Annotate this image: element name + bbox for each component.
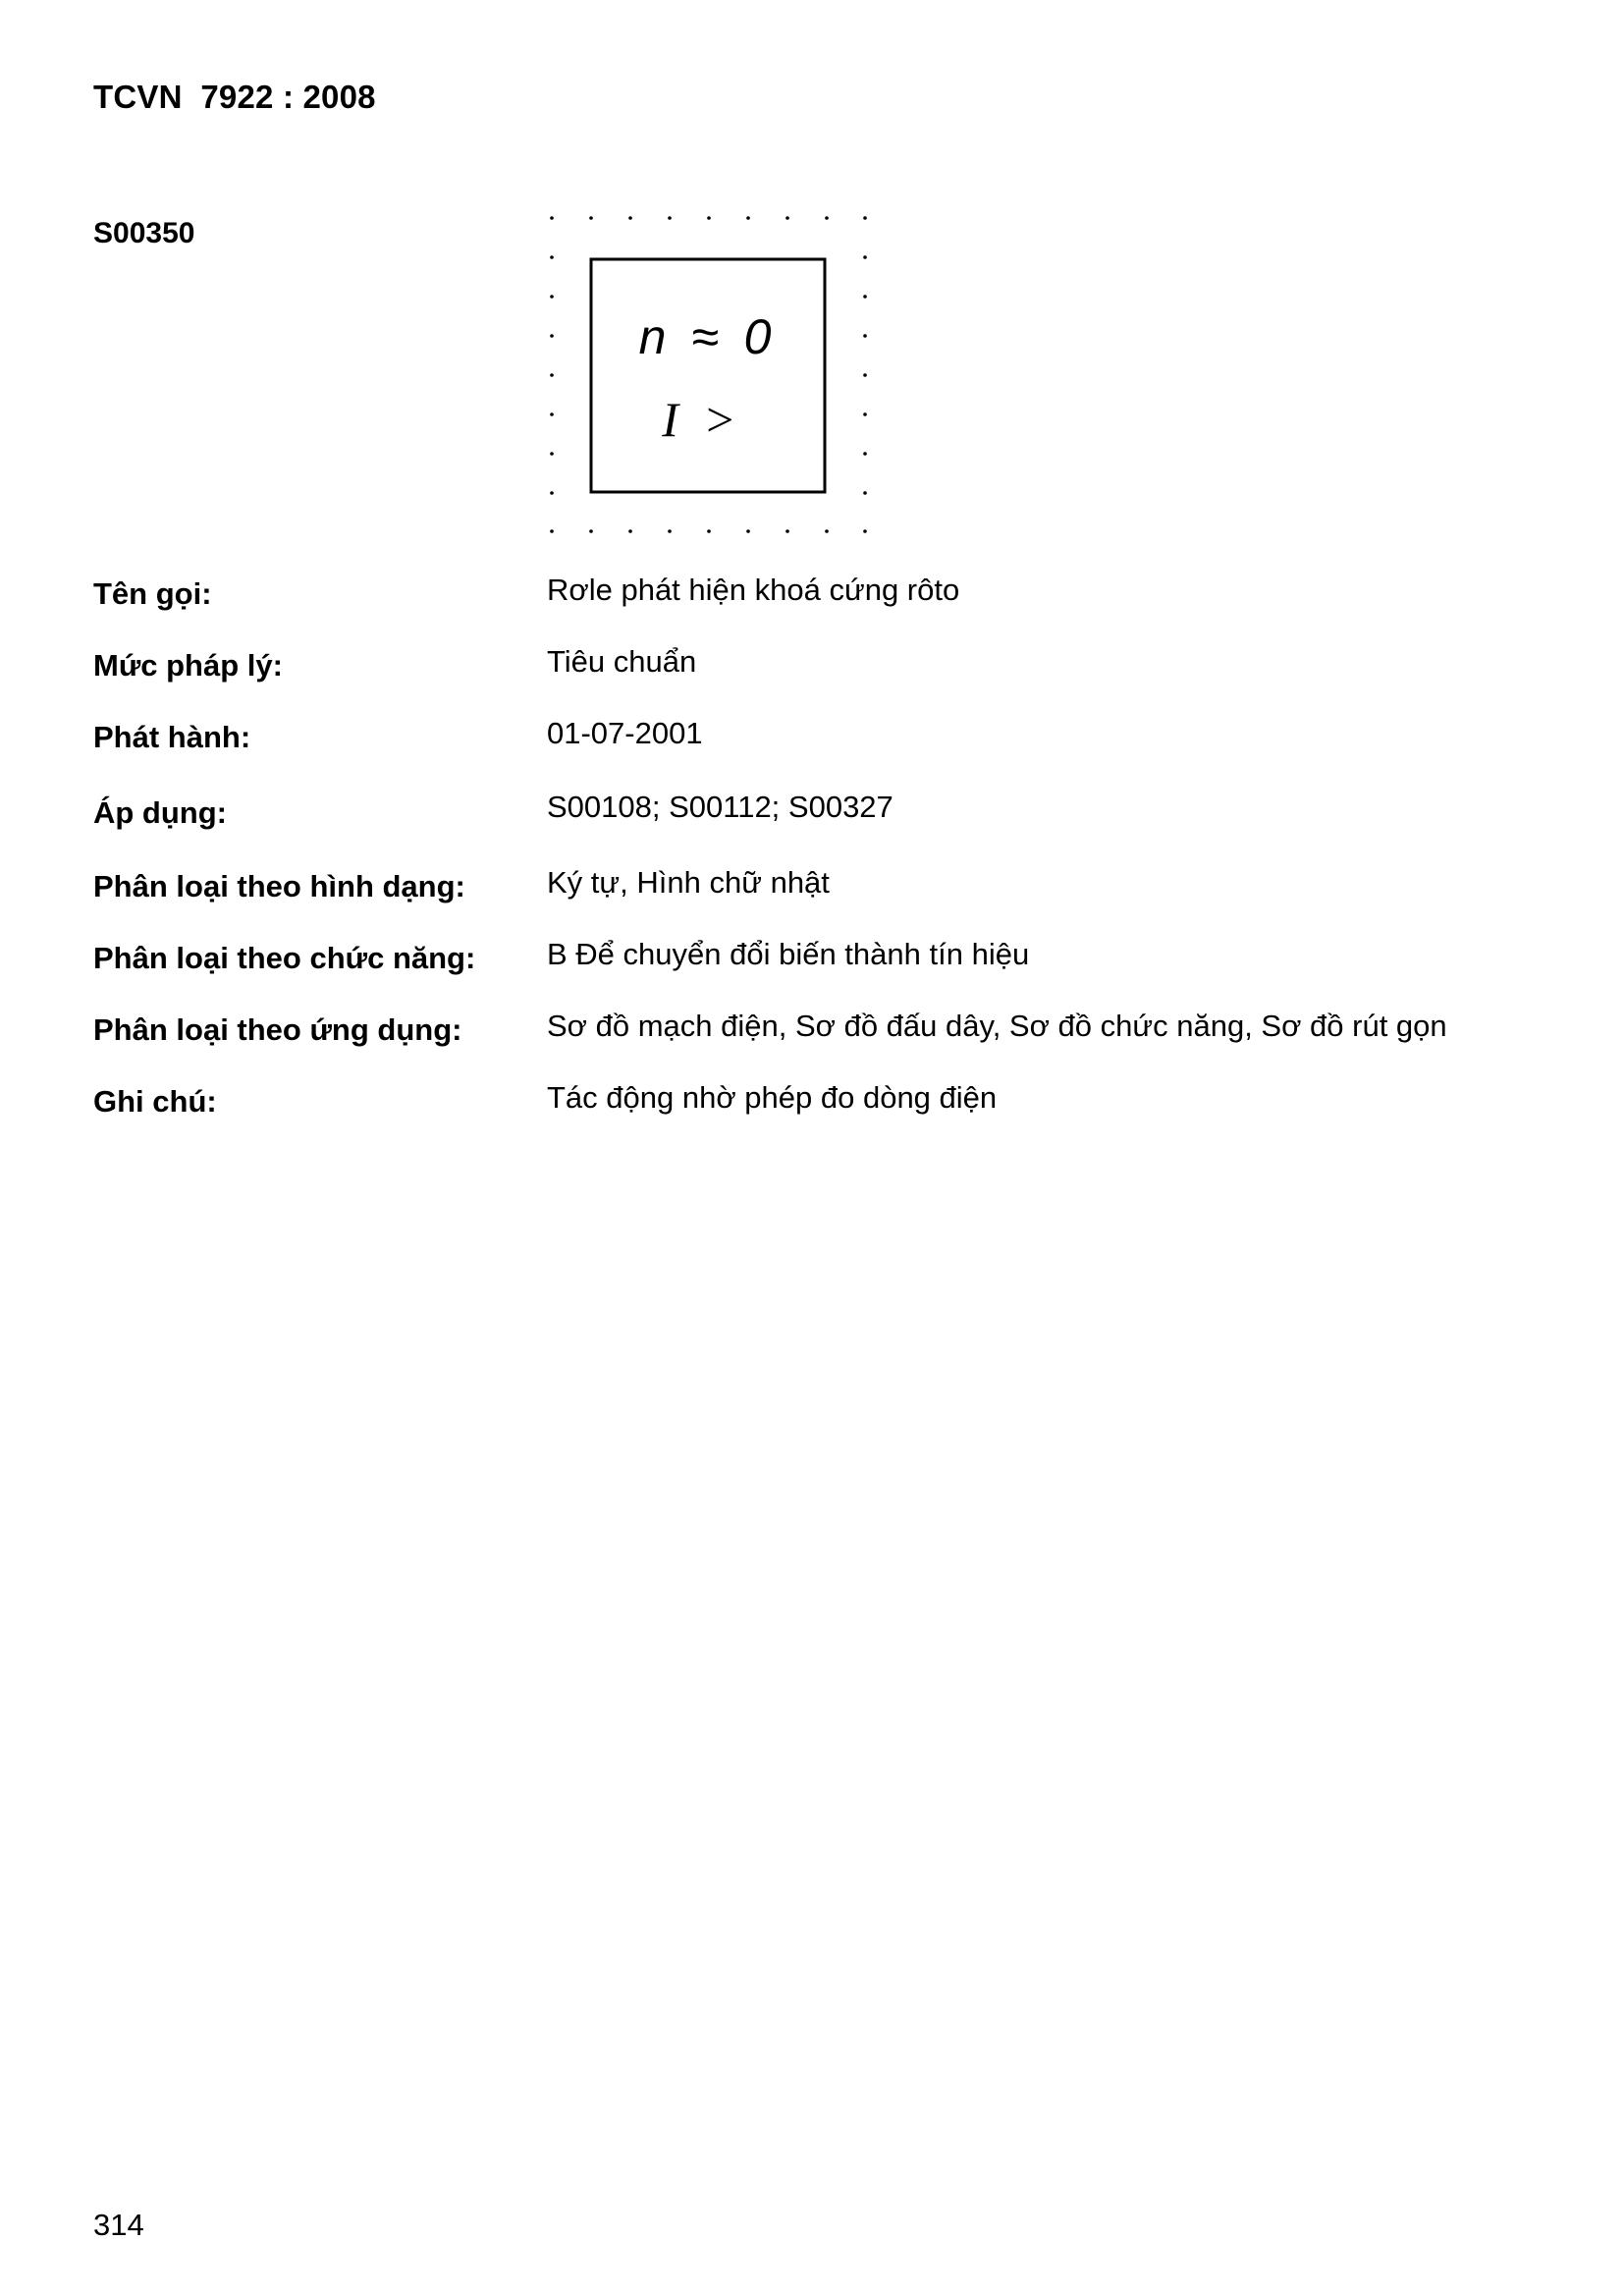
symbol-grid-dot xyxy=(628,216,632,220)
symbol-text-speed-zero: n ≈ 0 xyxy=(638,309,778,364)
symbol-grid-dot xyxy=(550,491,554,495)
symbol-grid-dot xyxy=(589,216,593,220)
field-row-shape-class xyxy=(93,865,1566,912)
symbol-code: S00350 xyxy=(93,217,195,249)
symbol-grid-dot xyxy=(746,216,750,220)
symbol-grid-dot xyxy=(550,452,554,456)
field-row-issued xyxy=(93,716,1566,763)
symbol-grid-dot xyxy=(550,255,554,259)
field-row-note xyxy=(93,1080,1566,1127)
field-label: Phân loại theo hình dạng: xyxy=(93,869,465,903)
field-row-name xyxy=(93,573,1566,620)
field-value: 01-07-2001 xyxy=(547,716,703,750)
field-label: Ghi chú: xyxy=(93,1084,217,1119)
field-label: Phân loại theo chức năng: xyxy=(93,941,476,975)
field-label: Phát hành: xyxy=(93,720,251,754)
field-label: Phân loại theo ứng dụng: xyxy=(93,1012,462,1047)
page-number: 314 xyxy=(93,2208,144,2242)
symbol-grid-dot xyxy=(863,216,867,220)
symbol-grid-dot xyxy=(746,529,750,533)
symbol-grid-dot xyxy=(825,529,829,533)
symbol-grid-dot xyxy=(785,216,789,220)
symbol-grid-dot xyxy=(863,334,867,338)
symbol-dot-grid xyxy=(550,216,867,533)
field-value: Sơ đồ mạch điện, Sơ đồ đấu dây, Sơ đồ chức năng, Sơ đồ rút gọn xyxy=(547,1009,1447,1043)
field-label: Mức pháp lý: xyxy=(93,648,283,683)
symbol-rectangle-outline xyxy=(591,259,825,492)
symbol-grid-dot xyxy=(550,529,554,533)
field-value: Tiêu chuẩn xyxy=(547,644,697,679)
field-row-applies xyxy=(93,790,1566,839)
field-value: Tác động nhờ phép đo dòng điện xyxy=(547,1080,998,1115)
symbol-grid-dot xyxy=(589,529,593,533)
field-label: Tên gọi: xyxy=(93,576,212,611)
symbol-grid-dot xyxy=(863,412,867,416)
symbol-grid-dot xyxy=(550,412,554,416)
symbol-text-overcurrent: I > xyxy=(662,392,736,447)
symbol-grid-dot xyxy=(863,452,867,456)
field-row-function-class xyxy=(93,937,1566,984)
field-label: Áp dụng: xyxy=(93,795,228,830)
symbol-grid-dot xyxy=(668,529,672,533)
symbol-grid-dot xyxy=(863,255,867,259)
symbol-grid-dot xyxy=(628,529,632,533)
symbol-grid-dot xyxy=(550,295,554,299)
field-value: Rơle phát hiện khoá cứng rôto xyxy=(547,573,960,607)
symbol-grid-dot xyxy=(825,216,829,220)
symbol-grid-dot xyxy=(668,216,672,220)
page-header-standard-number: TCVN 7922 : 2008 xyxy=(93,79,376,115)
symbol-grid-dot xyxy=(863,295,867,299)
symbol-grid-dot xyxy=(550,373,554,377)
symbol-grid-dot xyxy=(863,529,867,533)
field-row-application-class xyxy=(93,1009,1566,1056)
symbol-grid-dot xyxy=(707,529,711,533)
field-row-legal-level xyxy=(93,644,1566,691)
symbol-figure xyxy=(542,208,876,542)
symbol-grid-dot xyxy=(550,334,554,338)
field-value: Ký tự, Hình chữ nhật xyxy=(547,865,830,900)
symbol-grid-dot xyxy=(785,529,789,533)
field-value: B Để chuyển đổi biến thành tín hiệu xyxy=(547,937,1030,971)
symbol-grid-dot xyxy=(863,491,867,495)
symbol-grid-dot xyxy=(863,373,867,377)
symbol-grid-dot xyxy=(707,216,711,220)
symbol-grid-dot xyxy=(550,216,554,220)
field-value: S00108; S00112; S00327 xyxy=(547,790,893,824)
